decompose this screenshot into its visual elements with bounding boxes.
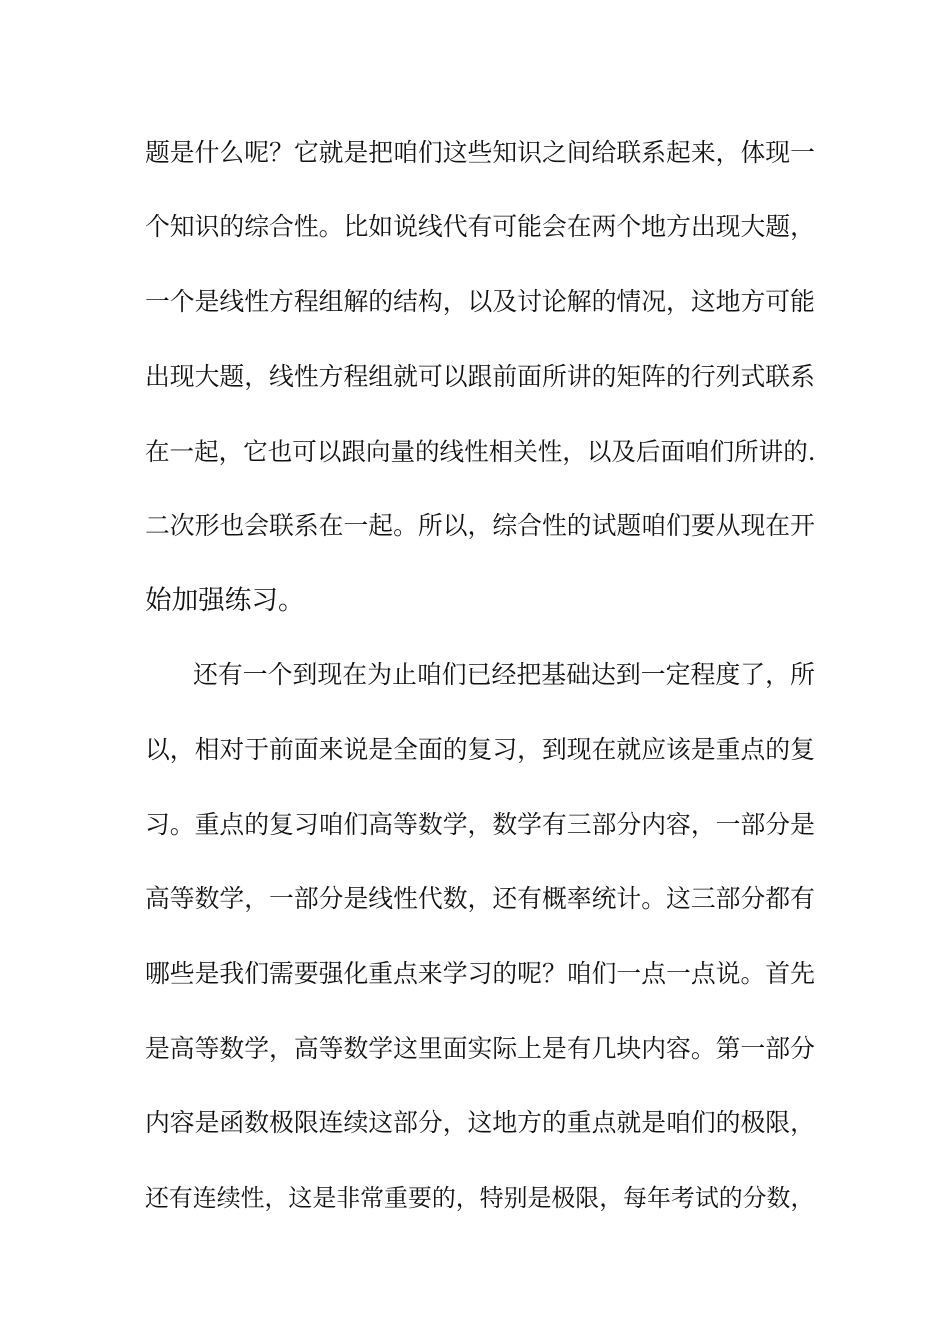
text-line-8: 还有一个到现在为止咱们已经把基础达到一定程度了，所 bbox=[193, 660, 815, 689]
text-line-10: 习。重点的复习咱们高等数学，数学有三部分内容，一部分是 bbox=[145, 810, 815, 839]
text-line-3: 一个是线性方程组解的结构，以及讨论解的情况，这地方可能 bbox=[145, 287, 815, 316]
text-line-7: 始加强练习。 bbox=[145, 585, 305, 616]
text-line-6: 二次形也会联系在一起。所以，综合性的试题咱们要从现在开 bbox=[145, 511, 815, 540]
text-line-13: 是高等数学，高等数学这里面实际上是有几块内容。第一部分 bbox=[145, 1034, 815, 1063]
text-line-1: 题是什么呢？它就是把咱们这些知识之间给联系起来，体现一 bbox=[145, 138, 815, 167]
text-line-5: 在一起，它也可以跟向量的线性相关性，以及后面咱们所讲的. bbox=[145, 437, 816, 466]
text-line-14: 内容是函数极限连续这部分，这地方的重点就是咱们的极限， bbox=[145, 1108, 815, 1137]
text-line-4: 出现大题，线性方程组就可以跟前面所讲的矩阵的行列式联系 bbox=[145, 362, 815, 391]
text-line-9: 以，相对于前面来说是全面的复习，到现在就应该是重点的复 bbox=[145, 735, 815, 764]
text-line-15: 还有连续性，这是非常重要的，特别是极限，每年考试的分数， bbox=[145, 1184, 815, 1212]
text-line-11: 高等数学，一部分是线性代数，还有概率统计。这三部分都有 bbox=[145, 884, 815, 913]
text-line-2: 个知识的综合性。比如说线代有可能会在两个地方出现大题， bbox=[145, 212, 815, 241]
text-line-12: 哪些是我们需要强化重点来学习的呢？咱们一点一点说。首先 bbox=[145, 959, 815, 988]
